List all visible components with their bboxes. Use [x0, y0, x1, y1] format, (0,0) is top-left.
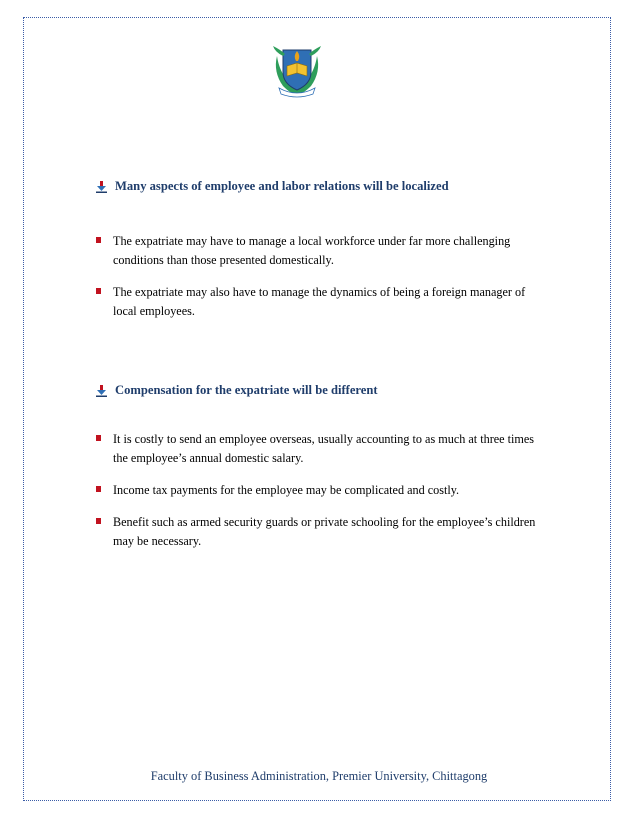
list-item	[95, 283, 545, 320]
university-logo-icon	[271, 42, 323, 98]
list-item-text: The expatriate may also have to manage the dynamics of being a foreign manager of local employees.	[113, 285, 526, 318]
list-item	[95, 481, 545, 500]
section-heading-text: Compensation for the expatriate will be different	[115, 383, 378, 397]
list-item-text: Income tax payments for the employee may be complicated and costly.	[113, 483, 460, 497]
list-item	[95, 430, 545, 467]
page-footer: Faculty of Business Administration, Premier University, Chittagong	[150, 769, 488, 783]
list-item-text: It is costly to send an employee overseas, usually accounting to as much at three times the employee’s annual domestic salary.	[113, 432, 535, 465]
section-heading	[96, 179, 449, 194]
list-item-text: Benefit such as armed security guards or private schooling for the employee’s children may be necessary.	[113, 515, 536, 548]
section-heading	[96, 383, 378, 398]
page-border	[23, 17, 611, 801]
section-heading-text: Many aspects of employee and labor relations will be localized	[115, 179, 449, 193]
square-bullet-icon	[96, 288, 101, 294]
square-bullet-icon	[96, 237, 101, 243]
down-arrow-bullet-icon	[96, 181, 107, 193]
list-item	[95, 513, 545, 550]
square-bullet-icon	[96, 518, 101, 524]
down-arrow-bullet-icon	[96, 385, 107, 397]
list-item	[95, 232, 545, 269]
list-item-text: The expatriate may have to manage a local workforce under far more challenging conditions than those presented domestically.	[113, 234, 511, 267]
square-bullet-icon	[96, 486, 101, 492]
square-bullet-icon	[96, 435, 101, 441]
